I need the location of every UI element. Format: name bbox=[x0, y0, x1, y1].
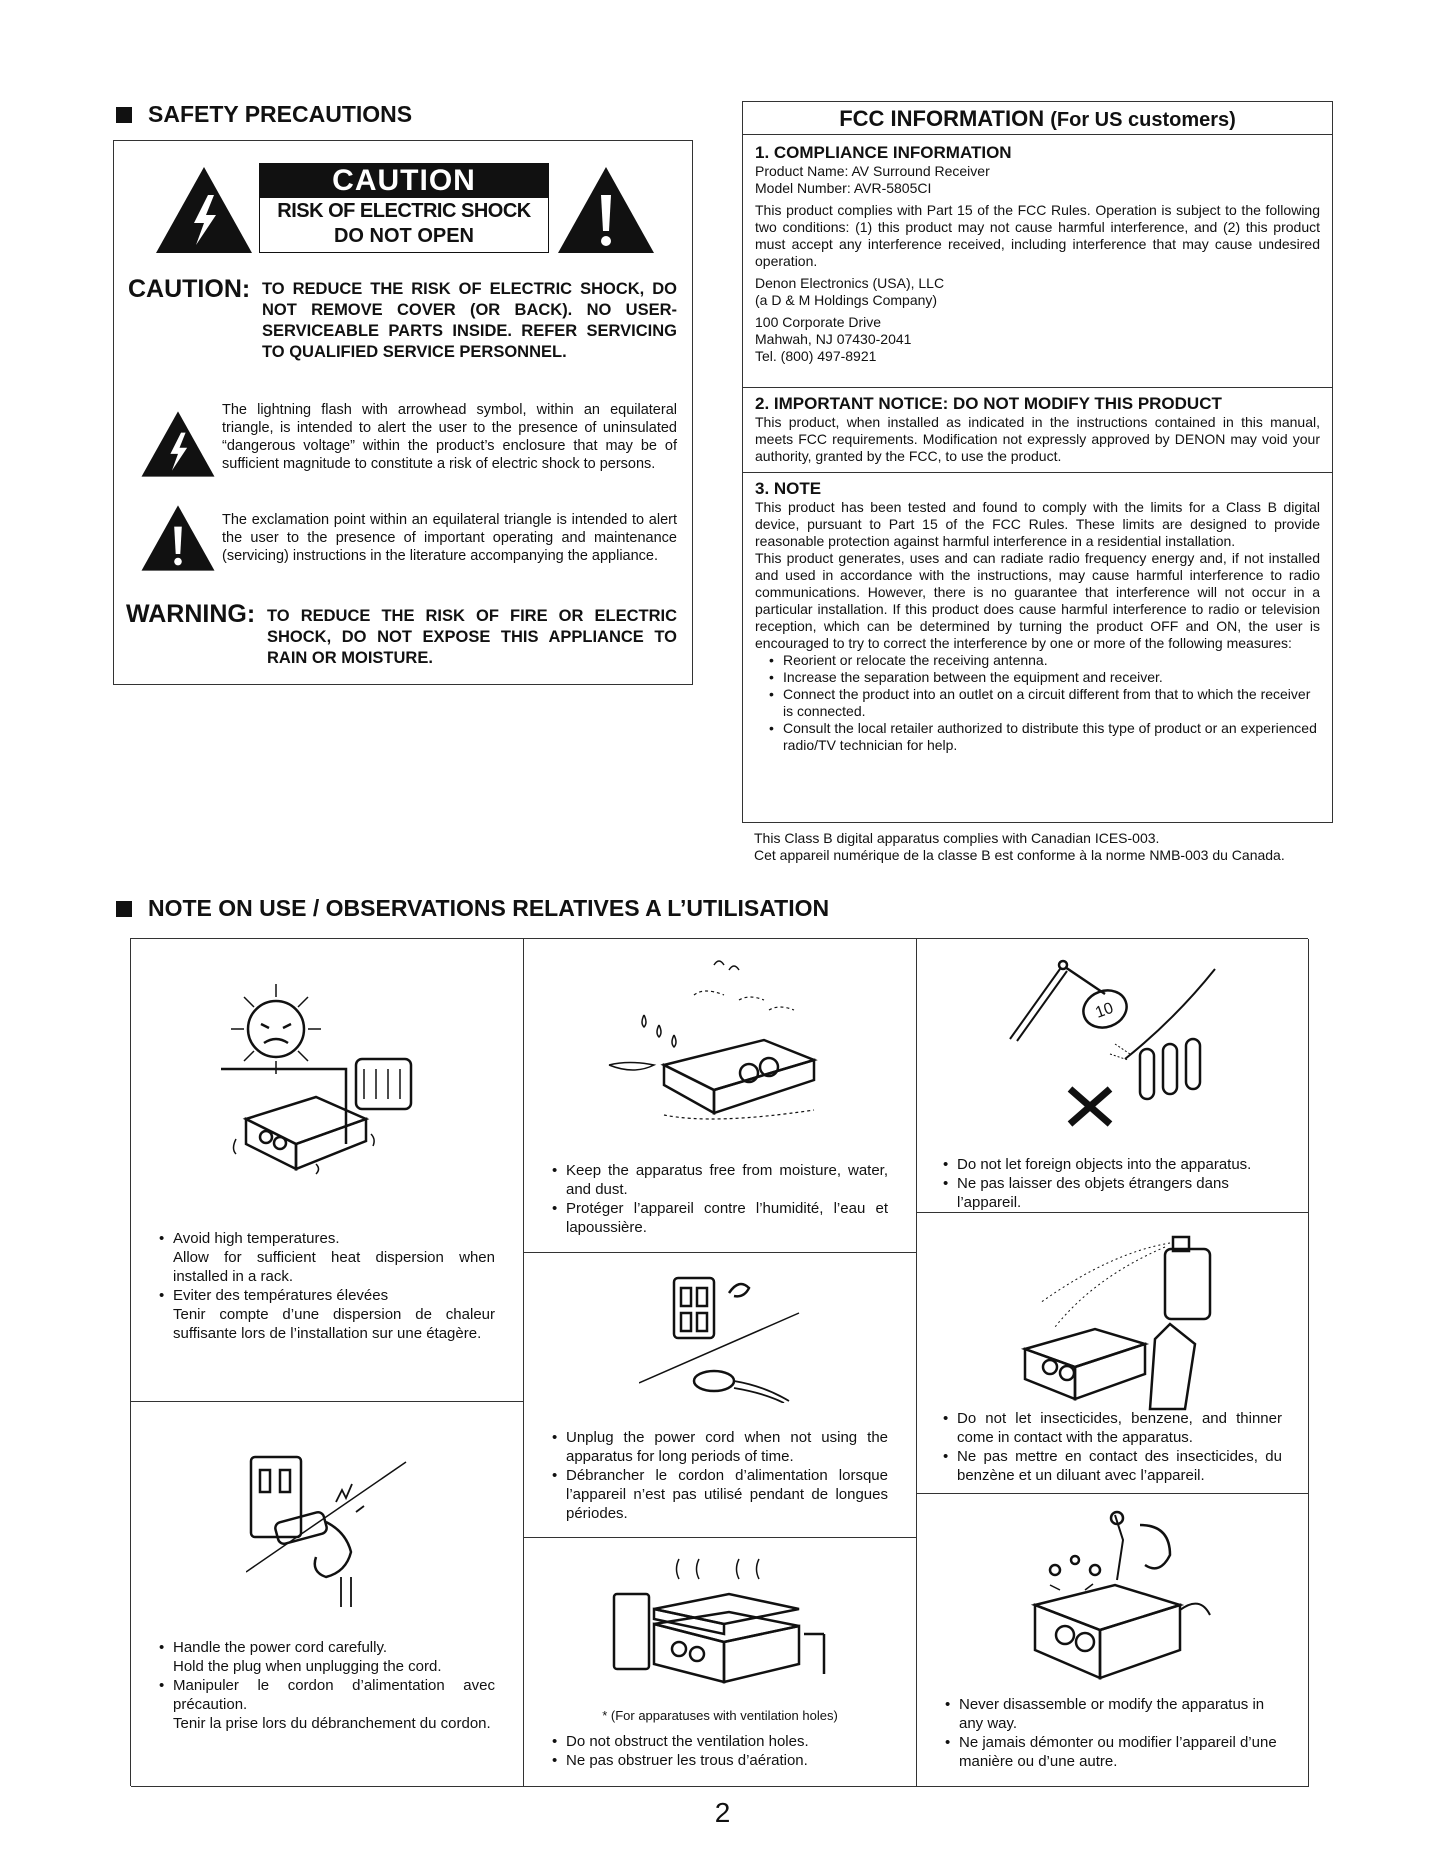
ventilation-note: * (For apparatuses with ventilation holes) bbox=[602, 1708, 838, 1723]
fcc-s3-text1: This product has been tested and found to comply with the limits for a Class B digital device, pursuant to Part 15 of the FCC Rules. These limits are designed to provide reasonable protection against harmful interference in a residential installation. bbox=[755, 499, 1320, 549]
fcc-s2-text: This product, when installed as indicated in the instructions contained in this manual, meets FCC requirements. Modification not expressly approved by DENON may void your authority, granted by the FCC, to use the product. bbox=[755, 414, 1320, 464]
list-item: • Never disassemble or modify the apparatus in any way. bbox=[945, 1695, 1280, 1733]
fcc-s1-title: 1. COMPLIANCE INFORMATION bbox=[755, 143, 1012, 162]
caution-text: TO REDUCE THE RISK OF ELECTRIC SHOCK, DO NOT REMOVE COVER (OR BACK). NO USER-SERVICEABLE PARTS INSIDE. REFER SERVICING TO QUALIFIED SERVICE PERSONNEL. bbox=[262, 280, 677, 361]
note-grid bbox=[130, 938, 1308, 1786]
caution-label-box bbox=[259, 163, 549, 253]
fcc-box bbox=[742, 101, 1333, 823]
square-bullet-icon bbox=[116, 107, 132, 123]
fcc-s1-addr1: 100 Corporate Drive bbox=[755, 314, 882, 330]
fcc-s1-text: This product complies with Part 15 of the FCC Rules. Operation is subject to the following two conditions: (1) this product may not cause harmful interference, and (2) this product must accept any interference received, including interference that may cause undesired operation. bbox=[755, 202, 1320, 269]
list-item: • Handle the power cord carefully. Hold the plug when unplugging the cord. bbox=[159, 1638, 495, 1676]
warning-label: WARNING: bbox=[126, 600, 256, 628]
note-cell-ventilation bbox=[524, 1538, 917, 1787]
canada-text-fr: Cet appareil numérique de la classe B est conforme à la norme NMB-003 du Canada. bbox=[754, 847, 1285, 863]
exclamation-triangle-icon bbox=[140, 503, 216, 573]
note-cell-heat bbox=[131, 939, 524, 1402]
power-cord-illustration-icon bbox=[246, 1442, 416, 1612]
fcc-s1-company1: Denon Electronics (USA), LLC bbox=[755, 275, 945, 291]
list-item: • Connect the product into an outlet on a circuit different from that to which the receiver is connected. bbox=[769, 686, 1320, 720]
svg-text:10: 10 bbox=[1093, 999, 1116, 1022]
list-item: • Protéger l’appareil contre l’humidité, l’eau et lapoussière. bbox=[552, 1199, 888, 1237]
list-item: • Reorient or relocate the receiving antenna. bbox=[769, 652, 1320, 669]
fcc-s1-model: Model Number: AVR-5805CI bbox=[755, 180, 932, 196]
note-c8-text bbox=[945, 1695, 1280, 1771]
safety-box bbox=[113, 140, 693, 685]
canada-text-en: This Class B digital apparatus complies with Canadian ICES-003. bbox=[754, 830, 1160, 846]
square-bullet-icon bbox=[116, 901, 132, 917]
list-item: • Do not let foreign objects into the apparatus. bbox=[943, 1155, 1282, 1174]
lightning-triangle-icon bbox=[140, 409, 216, 479]
list-item: • Ne pas laisser des objets étrangers dans l’appareil. bbox=[943, 1174, 1282, 1212]
page-number: 2 bbox=[714, 1797, 731, 1828]
moisture-illustration-icon bbox=[604, 955, 839, 1135]
list-item: • Increase the separation between the equipment and receiver. bbox=[769, 669, 1320, 686]
ventilation-illustration-icon bbox=[609, 1554, 834, 1689]
caution-label: CAUTION: bbox=[128, 275, 251, 303]
note-c6-text bbox=[943, 1155, 1282, 1212]
fcc-s3-title: 3. NOTE bbox=[755, 479, 822, 498]
list-item: • Unplug the power cord when not using the apparatus for long periods of time. bbox=[552, 1428, 888, 1466]
note-c1-text bbox=[159, 1229, 495, 1343]
warning-text: TO REDUCE THE RISK OF FIRE OR ELECTRIC SHOCK, DO NOT EXPOSE THIS APPLIANCE TO RAIN OR MOISTURE. bbox=[267, 607, 677, 667]
foreign-objects-illustration-icon bbox=[1005, 949, 1225, 1139]
exclamation-triangle-icon bbox=[556, 165, 656, 255]
fcc-s1-company2: (a D & M Holdings Company) bbox=[755, 292, 938, 308]
caution-banner: CAUTION bbox=[260, 164, 548, 198]
list-item: • Avoid high temperatures. Allow for sufficient heat dispersion when installed in a rack. bbox=[159, 1229, 495, 1286]
list-item: • Eviter des températures élevées Tenir compte d’une dispersion de chaleur suffisante lors de l’installation sur une étagère. bbox=[159, 1286, 495, 1343]
note-c5-text bbox=[552, 1732, 888, 1770]
list-item: • Ne jamais démonter ou modifier l’appareil d’une manière ou d’une autre. bbox=[945, 1733, 1280, 1771]
exclamation-text: The exclamation point within an equilateral triangle is intended to alert the user to the presence of important operating and maintenance (servicing) instructions in the literature accompanying the appliance. bbox=[222, 512, 677, 564]
list-item: • Keep the apparatus free from moisture, water, and dust. bbox=[552, 1161, 888, 1199]
note-cell-disassemble bbox=[917, 1494, 1309, 1787]
note-c2-text bbox=[159, 1638, 495, 1733]
note-c3-text bbox=[552, 1161, 888, 1237]
list-item: • Do not obstruct the ventilation holes. bbox=[552, 1732, 888, 1751]
sun-heat-illustration-icon bbox=[216, 979, 446, 1179]
note-c4-text bbox=[552, 1428, 888, 1523]
list-item: • Manipuler le cordon d’alimentation avec précaution. Tenir la prise lors du débranchement du cordon. bbox=[159, 1676, 495, 1733]
fcc-section-1 bbox=[743, 135, 1332, 388]
fcc-s3-text2: This product generates, uses and can radiate radio frequency energy and, if not installed and used in accordance with the instructions, may cause harmful interference to radio communications. However, there is no guarantee that interference will not occur in a particular installation. If this product does cause harmful interference to radio or television reception, which can be determined by turning the product OFF and ON, the user is encouraged to try to correct the interference by one or more of the following measures: bbox=[755, 550, 1320, 651]
note-cell-unplug bbox=[524, 1253, 917, 1538]
note-c7-text bbox=[943, 1409, 1282, 1485]
fcc-s1-tel: Tel. (800) 497-8921 bbox=[755, 348, 877, 364]
fcc-section-2 bbox=[743, 388, 1332, 473]
fcc-section-3 bbox=[743, 473, 1332, 822]
list-item: • Do not let insecticides, benzene, and thinner come in contact with the apparatus. bbox=[943, 1409, 1282, 1447]
fcc-heading: FCC INFORMATION (For US customers) bbox=[743, 102, 1332, 135]
insecticide-illustration-icon bbox=[1005, 1229, 1230, 1414]
safety-heading: SAFETY PRECAUTIONS bbox=[116, 101, 412, 128]
note-cell-insecticides bbox=[917, 1213, 1309, 1494]
fcc-s3-bullets bbox=[769, 652, 1320, 754]
lightning-triangle-icon bbox=[154, 165, 254, 255]
canada-notice bbox=[754, 830, 1329, 864]
fcc-s2-title: 2. IMPORTANT NOTICE: DO NOT MODIFY THIS PRODUCT bbox=[755, 394, 1222, 413]
note-cell-foreign bbox=[917, 939, 1309, 1213]
list-item: • Ne pas obstruer les trous d’aération. bbox=[552, 1751, 888, 1770]
caution-sub2: DO NOT OPEN bbox=[333, 225, 474, 247]
list-item: • Débrancher le cordon d’alimentation lorsque l’appareil n’est pas utilisé pendant de longues périodes. bbox=[552, 1466, 888, 1523]
lightning-text: The lightning flash with arrowhead symbol, within an equilateral triangle, is intended to alert the user to the presence of uninsulated “dangerous voltage” within the product’s enclosure that may be of sufficient magnitude to constitute a risk of electric shock to persons. bbox=[222, 402, 677, 472]
disassemble-illustration-icon bbox=[1005, 1510, 1225, 1685]
fcc-s1-addr2: Mahwah, NJ 07430-2041 bbox=[755, 331, 912, 347]
caution-sub1: RISK OF ELECTRIC SHOCK bbox=[277, 200, 531, 222]
note-cell-cord bbox=[131, 1402, 524, 1787]
list-item: • Consult the local retailer authorized to distribute this type of product or an experienced radio/TV technician for help. bbox=[769, 720, 1320, 754]
unplug-illustration-icon bbox=[639, 1273, 809, 1403]
list-item: • Ne pas mettre en contact des insecticides, du benzène et un diluant avec l’appareil. bbox=[943, 1447, 1282, 1485]
note-cell-moisture bbox=[524, 939, 917, 1253]
fcc-s1-product: Product Name: AV Surround Receiver bbox=[755, 163, 990, 179]
note-heading: NOTE ON USE / OBSERVATIONS RELATIVES A L’UTILISATION bbox=[116, 895, 829, 922]
